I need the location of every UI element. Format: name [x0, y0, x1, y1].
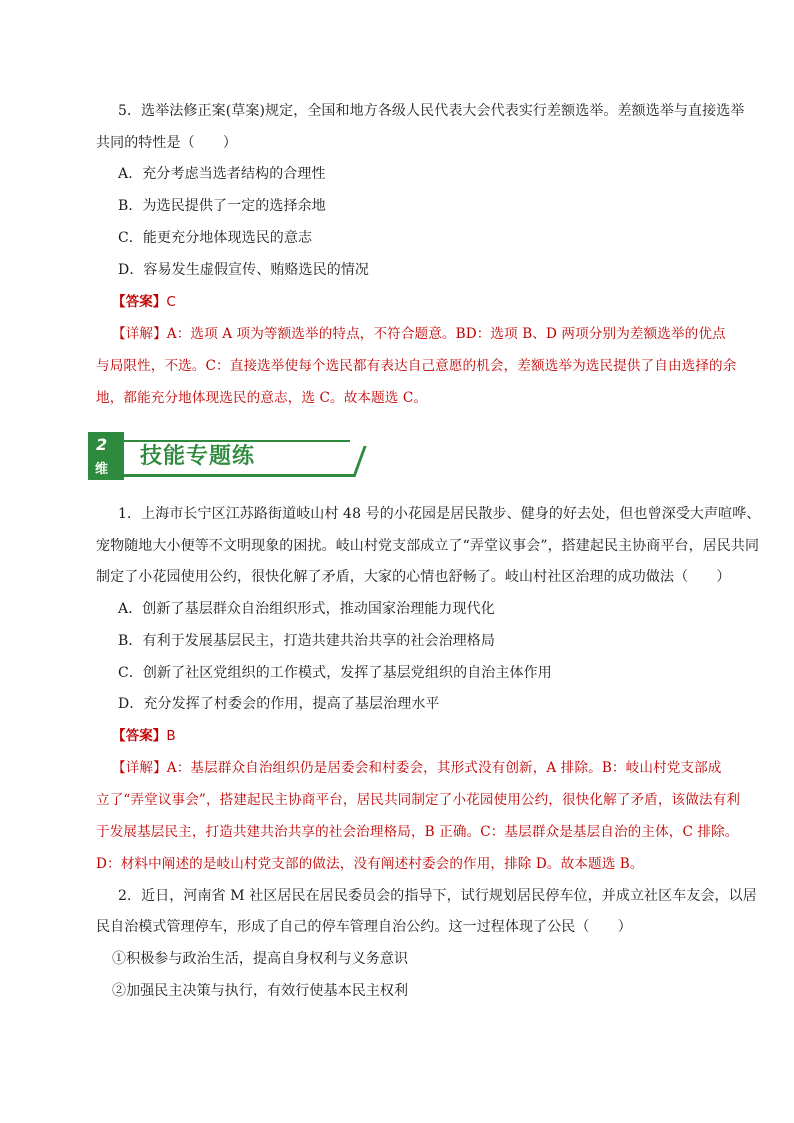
q1-detail-line-1: 【详解】A：基层群众自治组织仍是居委会和村委会，其形式没有创新，A 排除。B：岐山村党支部成: [112, 760, 722, 776]
q5-answer-tag: 【答案】: [112, 294, 167, 310]
q1-stem-line-2: 宠物随地大小便等不文明现象的困扰。岐山村党支部成立了“弄堂议事会”，搭建起民主协商平台，居民共同: [96, 538, 760, 554]
q1-stem-line-1: 1．上海市长宁区江苏路街道岐山村 48 号的小花园是居民散步、健身的好去处，但也曾深受大声喧哗、: [118, 506, 761, 522]
q1-option-b: B．有利于发展基层民主，打造共建共治共享的社会治理格局: [118, 633, 495, 649]
banner-number: 2: [96, 435, 108, 454]
q5-stem-line-1: 5．选举法修正案(草案)规定，全国和地方各级人民代表大会代表实行差额选举。差额选举与直接选举: [118, 103, 745, 119]
banner-number-box: [88, 432, 124, 480]
q5-option-a: A．充分考虑当选者结构的合理性: [118, 166, 326, 182]
q5-answer-value: C: [166, 294, 176, 310]
q5-stem-line-2: 共同的特性是（ ）: [96, 135, 237, 151]
q1-detail-line-2: 立了“弄堂议事会”，搭建起民主协商平台，居民共同制定了小花园使用公约，很快化解了矛盾，该做法有利: [96, 792, 741, 808]
q2-item-1: ①积极参与政治生活，提高自身权利与义务意识: [112, 951, 409, 967]
q1-detail-line-4: D：材料中阐述的是岐山村党支部的做法，没有阐述村委会的作用，排除 D。故本题选 B。: [96, 856, 644, 872]
q1-stem-line-3: 制定了小花园使用公约，很快化解了矛盾，大家的心情也舒畅了。岐山村社区治理的成功做法（ ）: [96, 569, 731, 585]
q1-answer-tag: 【答案】: [112, 728, 167, 744]
q2-stem-line-1: 2．近日，河南省 M 社区居民在居民委员会的指导下，试行规划居民停车位，并成立社区车友会，以居: [118, 888, 757, 904]
q1-option-d: D．充分发挥了村委会的作用，提高了基层治理水平: [118, 696, 440, 712]
q5-detail-line-3: 地，都能充分地体现选民的意志，选 C。故本题选 C。: [96, 390, 428, 406]
q1-answer-value: B: [166, 728, 176, 744]
q2-item-2: ②加强民主决策与执行，有效行使基本民主权利: [112, 983, 409, 999]
section-title: 技能专题练: [140, 444, 256, 469]
banner-unit: 维: [95, 462, 109, 477]
q2-stem-line-2: 民自治模式管理停车，形成了自己的停车管理自治公约。这一过程体现了公民（ ）: [96, 919, 632, 935]
q5-option-c: C．能更充分地体现选民的意志: [118, 230, 313, 246]
q5-option-d: D．容易发生虚假宣传、贿赂选民的情况: [118, 262, 370, 278]
q5-option-b: B．为选民提供了一定的选择余地: [118, 198, 326, 214]
section-banner: [88, 432, 288, 480]
q1-detail-line-3: 于发展基层民主，打造共建共治共享的社会治理格局，B 正确。C：基层群众是基层自治的主体，C 排除。: [96, 824, 739, 840]
q5-detail-line-2: 与局限性，不选。C：直接选举使每个选民都有表达自己意愿的机会，差额选举为选民提供了自由选择的余: [96, 358, 737, 374]
q1-option-c: C．创新了社区党组织的工作模式，发挥了基层党组织的自治主体作用: [118, 665, 552, 681]
q5-detail-line-1: 【详解】A：选项 A 项为等额选举的特点，不符合题意。BD：选项 B、D 两项分别为差额选举的优点: [112, 326, 726, 342]
q1-option-a: A．创新了基层群众自治组织形式，推动国家治理能力现代化: [118, 601, 495, 617]
q5-answer: [112, 292, 752, 312]
q1-answer: [112, 726, 752, 746]
